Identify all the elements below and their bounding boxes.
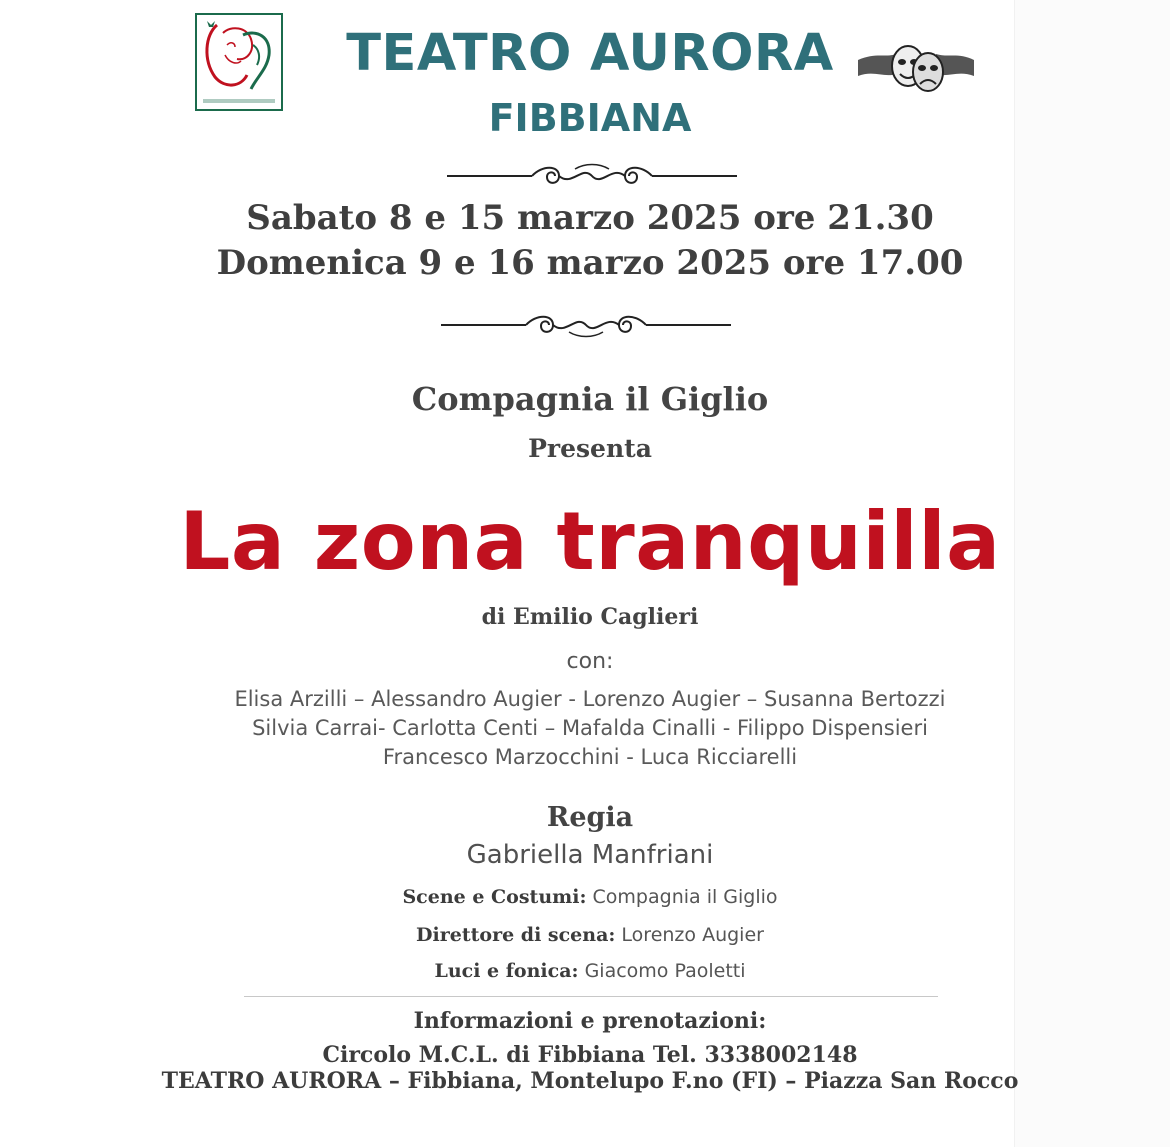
info-address: TEATRO AURORA – Fibbiana, Montelupo F.no (FI) – Piazza San Rocco bbox=[161, 1068, 1019, 1094]
ornament-divider-middle bbox=[441, 310, 731, 340]
company-name: Compagnia il Giglio bbox=[411, 380, 769, 418]
cast-intro: con: bbox=[566, 649, 614, 674]
theatre-town: FIBBIANA bbox=[488, 96, 692, 140]
credit-role: Direttore di scena: bbox=[416, 924, 616, 946]
cast-line: Elisa Arzilli – Alessandro Augier - Lorenzo Augier – Susanna Bertozzi bbox=[234, 687, 946, 711]
cast-line: Silvia Carrai- Carlotta Centi – Mafalda Cinalli - Filippo Dispensieri bbox=[252, 716, 928, 740]
credit-line bbox=[0, 886, 1170, 908]
play-author: di Emilio Caglieri bbox=[481, 604, 699, 630]
presents-label: Presenta bbox=[528, 434, 652, 463]
horizontal-rule bbox=[244, 996, 938, 997]
credit-line bbox=[0, 924, 1170, 946]
play-title: La zona tranquilla bbox=[179, 495, 1001, 588]
credit-role: Luci e fonica: bbox=[434, 960, 579, 982]
theatre-name: TEATRO AURORA bbox=[346, 24, 834, 83]
credit-name: Lorenzo Augier bbox=[615, 924, 764, 946]
credit-name: Giacomo Paoletti bbox=[578, 960, 746, 982]
cast-line: Francesco Marzocchini - Luca Ricciarelli bbox=[382, 745, 798, 769]
schedule-sunday: Domenica 9 e 16 marzo 2025 ore 17.00 bbox=[216, 243, 964, 283]
credit-line bbox=[0, 960, 1170, 982]
schedule-saturday: Sabato 8 e 15 marzo 2025 ore 21.30 bbox=[246, 198, 934, 238]
direction-label: Regia bbox=[546, 802, 634, 833]
credit-name: Compagnia il Giglio bbox=[586, 886, 778, 908]
ornament-divider-top bbox=[447, 161, 737, 191]
credit-role: Scene e Costumi: bbox=[402, 886, 587, 908]
info-label: Informazioni e prenotazioni: bbox=[413, 1008, 767, 1034]
director-name: Gabriella Manfriani bbox=[466, 840, 714, 870]
info-contact: Circolo M.C.L. di Fibbiana Tel. 3338002148 bbox=[322, 1042, 858, 1068]
